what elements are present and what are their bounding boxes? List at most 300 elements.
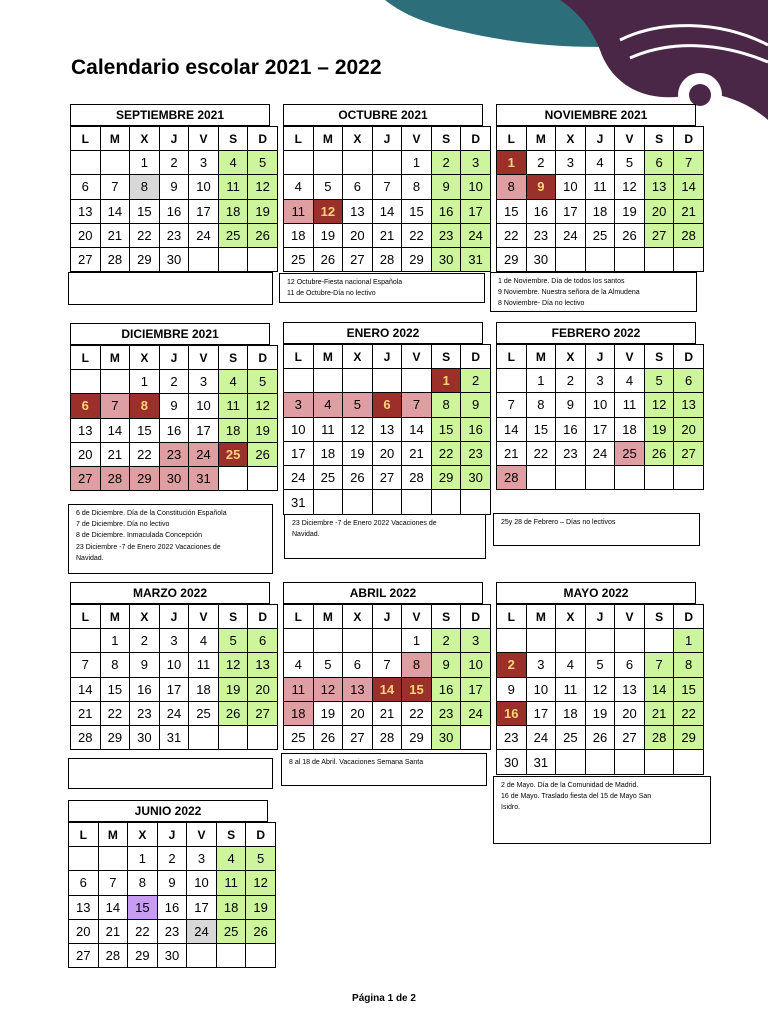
day-number: 6 xyxy=(81,179,89,195)
day-cell xyxy=(100,418,130,442)
day-cell xyxy=(615,677,645,701)
day-number: 16 xyxy=(468,421,483,437)
day-number: 20 xyxy=(78,228,93,244)
note-line: 8 de Diciembre. Inmaculada Concepción xyxy=(76,532,203,540)
day-cell xyxy=(461,223,491,247)
day-cell xyxy=(644,441,674,465)
day-cell xyxy=(189,394,219,418)
weekday-header: L xyxy=(71,127,101,151)
weekday-header: M xyxy=(100,605,130,629)
day-cell xyxy=(556,417,586,441)
day-number: 7 xyxy=(685,155,693,171)
day-number: 20 xyxy=(622,706,637,722)
day-cell xyxy=(585,199,615,223)
footer-of-label: de xyxy=(395,993,408,1004)
day-cell xyxy=(130,199,160,223)
day-number: 26 xyxy=(622,228,637,244)
day-cell xyxy=(497,653,527,677)
weekday-header: L xyxy=(284,605,314,629)
day-number: 24 xyxy=(196,447,211,463)
day-number: 3 xyxy=(472,155,480,171)
day-number: 9 xyxy=(140,657,149,673)
day-number: 3 xyxy=(197,851,206,867)
day-number: 13 xyxy=(78,203,93,219)
week-row xyxy=(71,442,278,466)
day-number: 10 xyxy=(194,875,209,891)
day-cell xyxy=(402,629,432,653)
week-row xyxy=(497,417,704,441)
day-cell xyxy=(343,417,373,441)
day-cell xyxy=(71,418,101,442)
day-number: 2 xyxy=(472,373,480,389)
day-number: 27 xyxy=(76,948,91,964)
day-cell xyxy=(526,726,556,750)
day-cell xyxy=(497,175,527,199)
day-cell xyxy=(674,466,704,490)
day-number: 30 xyxy=(137,730,152,746)
week-row xyxy=(69,871,276,895)
day-cell xyxy=(526,199,556,223)
footer-total-pages: 2 xyxy=(410,993,416,1004)
day-number: 17 xyxy=(196,422,211,438)
day-cell xyxy=(644,175,674,199)
weekday-header: V xyxy=(402,127,432,151)
day-cell xyxy=(313,223,343,247)
day-cell xyxy=(372,151,402,175)
day-cell xyxy=(585,417,615,441)
day-cell xyxy=(497,199,527,223)
weekday-header: S xyxy=(431,605,461,629)
day-cell xyxy=(615,248,645,272)
day-number: 10 xyxy=(468,179,483,195)
day-number: 9 xyxy=(537,179,545,195)
day-cell xyxy=(461,701,491,725)
day-number: 11 xyxy=(226,398,240,414)
notes-box-february xyxy=(493,513,700,546)
day-number: 1 xyxy=(685,633,693,649)
day-number: 31 xyxy=(196,471,211,487)
day-cell xyxy=(189,175,219,199)
day-cell xyxy=(130,394,160,418)
day-cell xyxy=(402,701,432,725)
day-number: 5 xyxy=(625,155,634,171)
weekday-header: X xyxy=(556,127,586,151)
month-title: OCTUBRE 2021 xyxy=(283,104,483,126)
weekday-header-row xyxy=(284,127,491,151)
day-cell xyxy=(98,944,128,968)
day-number: 8 xyxy=(507,179,515,195)
day-cell xyxy=(159,442,189,466)
day-number: 28 xyxy=(107,471,123,487)
day-cell xyxy=(159,223,189,247)
week-row xyxy=(497,701,704,725)
day-cell xyxy=(159,653,189,677)
day-cell xyxy=(431,223,461,247)
day-number: 3 xyxy=(170,633,178,649)
day-cell xyxy=(216,919,246,943)
day-cell xyxy=(431,466,461,490)
calendar-grid xyxy=(70,345,278,491)
day-number: 22 xyxy=(533,446,549,462)
day-cell xyxy=(585,151,615,175)
day-number: 13 xyxy=(622,681,637,697)
day-cell xyxy=(100,677,130,701)
day-number: 13 xyxy=(255,657,270,673)
day-cell xyxy=(585,369,615,393)
day-cell xyxy=(615,629,645,653)
day-number: 23 xyxy=(563,446,578,462)
day-number: 22 xyxy=(135,924,150,940)
day-cell xyxy=(130,629,160,653)
day-cell xyxy=(431,175,461,199)
weekday-header: D xyxy=(461,345,491,369)
day-number: 23 xyxy=(504,730,519,746)
day-cell xyxy=(497,369,527,393)
day-cell xyxy=(218,653,248,677)
day-number: 19 xyxy=(255,422,270,438)
day-number: 30 xyxy=(166,252,182,268)
day-number: 5 xyxy=(324,179,332,195)
day-cell xyxy=(159,199,189,223)
day-number: 18 xyxy=(622,421,637,437)
day-number: 21 xyxy=(409,446,424,462)
day-number: 12 xyxy=(255,398,270,414)
day-number: 4 xyxy=(229,374,237,390)
day-cell xyxy=(313,677,343,701)
week-row xyxy=(71,394,278,418)
day-number: 16 xyxy=(438,203,454,219)
day-number: 24 xyxy=(196,228,211,244)
day-cell xyxy=(402,393,432,417)
day-number: 12 xyxy=(350,421,365,437)
day-number: 23 xyxy=(166,228,182,244)
day-number: 5 xyxy=(353,397,362,413)
weekday-header: D xyxy=(248,605,278,629)
day-cell xyxy=(497,441,527,465)
day-number: 27 xyxy=(350,252,365,268)
day-cell xyxy=(556,223,586,247)
day-number: 3 xyxy=(294,397,302,413)
day-cell xyxy=(71,653,101,677)
day-cell xyxy=(585,701,615,725)
weekday-header: S xyxy=(218,127,248,151)
day-number: 13 xyxy=(350,203,365,219)
weekday-header: V xyxy=(189,127,219,151)
weekday-header: M xyxy=(98,823,128,847)
day-number: 18 xyxy=(320,446,336,462)
day-cell xyxy=(585,248,615,272)
week-row xyxy=(497,653,704,677)
day-cell xyxy=(313,417,343,441)
day-cell xyxy=(343,629,373,653)
day-number: 24 xyxy=(468,706,483,722)
day-cell xyxy=(130,653,160,677)
day-cell xyxy=(189,467,219,491)
day-number: 31 xyxy=(468,252,483,268)
day-cell xyxy=(497,677,527,701)
day-cell xyxy=(526,151,556,175)
day-cell xyxy=(248,370,278,394)
day-cell xyxy=(402,441,432,465)
day-number: 29 xyxy=(137,471,152,487)
day-number: 26 xyxy=(320,730,336,746)
weekday-header: D xyxy=(461,127,491,151)
day-cell xyxy=(248,726,278,750)
note-line: 2 de Mayo. Día de la Comunidad de Madrid. xyxy=(501,782,639,789)
day-cell xyxy=(585,175,615,199)
day-cell xyxy=(556,441,586,465)
day-number: 18 xyxy=(291,228,306,244)
day-number: 30 xyxy=(438,730,454,746)
day-number: 5 xyxy=(596,657,604,673)
day-number: 2 xyxy=(537,155,545,171)
day-number: 15 xyxy=(107,681,123,697)
day-cell xyxy=(402,369,432,393)
day-number: 6 xyxy=(259,633,267,649)
week-row xyxy=(497,726,704,750)
week-row xyxy=(497,175,704,199)
day-cell xyxy=(402,151,432,175)
day-cell xyxy=(526,441,556,465)
weekday-header: S xyxy=(431,127,461,151)
weekday-header: S xyxy=(218,605,248,629)
day-cell xyxy=(128,871,158,895)
day-cell xyxy=(187,895,217,919)
weekday-header: X xyxy=(556,345,586,369)
day-cell xyxy=(187,944,217,968)
day-cell xyxy=(313,726,343,750)
day-cell xyxy=(644,750,674,774)
day-number: 29 xyxy=(409,730,424,746)
day-cell xyxy=(159,726,189,750)
day-cell xyxy=(402,466,432,490)
day-cell xyxy=(189,701,219,725)
day-cell xyxy=(461,466,491,490)
day-cell xyxy=(248,199,278,223)
day-cell xyxy=(526,223,556,247)
day-cell xyxy=(100,442,130,466)
day-number: 23 xyxy=(137,706,152,722)
day-number: 17 xyxy=(194,899,209,915)
day-cell xyxy=(644,199,674,223)
weekday-header: V xyxy=(189,605,219,629)
day-cell xyxy=(556,393,586,417)
day-number: 11 xyxy=(321,421,335,437)
day-cell xyxy=(130,370,160,394)
weekday-header: J xyxy=(159,605,189,629)
day-number: 1 xyxy=(138,851,147,867)
weekday-header: D xyxy=(674,345,704,369)
day-number: 27 xyxy=(78,471,93,487)
day-cell xyxy=(218,223,248,247)
day-cell xyxy=(284,151,314,175)
day-number: 18 xyxy=(225,203,241,219)
day-cell xyxy=(71,394,101,418)
day-cell xyxy=(159,394,189,418)
month-september-2021 xyxy=(70,104,270,272)
day-number: 9 xyxy=(170,179,178,195)
day-cell xyxy=(402,677,432,701)
day-number: 2 xyxy=(170,374,178,390)
day-cell xyxy=(189,653,219,677)
month-title: ENERO 2022 xyxy=(283,322,483,344)
day-cell xyxy=(526,629,556,653)
day-cell xyxy=(187,919,217,943)
day-number: 10 xyxy=(196,179,211,195)
day-cell xyxy=(248,151,278,175)
day-number: 20 xyxy=(76,924,91,940)
week-row xyxy=(284,223,491,247)
day-cell xyxy=(402,248,432,272)
day-cell xyxy=(100,223,130,247)
day-cell xyxy=(284,466,314,490)
day-number: 16 xyxy=(438,681,454,697)
weekday-header: J xyxy=(585,127,615,151)
week-row xyxy=(497,223,704,247)
day-number: 16 xyxy=(166,422,182,438)
day-number: 5 xyxy=(257,851,265,867)
weekday-header: L xyxy=(284,127,314,151)
day-cell xyxy=(313,466,343,490)
day-cell xyxy=(644,417,674,441)
day-cell xyxy=(674,248,704,272)
day-cell xyxy=(159,175,189,199)
day-number: 3 xyxy=(472,633,480,649)
day-cell xyxy=(100,370,130,394)
day-cell xyxy=(431,677,461,701)
day-number: 10 xyxy=(468,657,483,673)
weekday-header: X xyxy=(343,345,373,369)
day-number: 28 xyxy=(651,730,667,746)
day-cell xyxy=(615,369,645,393)
day-number: 21 xyxy=(107,228,123,244)
day-cell xyxy=(100,394,130,418)
day-cell xyxy=(130,442,160,466)
day-cell xyxy=(615,151,645,175)
day-cell xyxy=(248,248,278,272)
day-cell xyxy=(372,677,402,701)
day-number: 9 xyxy=(170,398,178,414)
day-number: 5 xyxy=(259,155,267,171)
week-row xyxy=(284,677,491,701)
day-number: 21 xyxy=(107,447,123,463)
day-cell xyxy=(248,394,278,418)
day-cell xyxy=(100,175,130,199)
day-cell xyxy=(218,151,248,175)
day-cell xyxy=(216,871,246,895)
day-number: 12 xyxy=(320,681,336,697)
day-number: 16 xyxy=(137,681,152,697)
day-cell xyxy=(556,199,586,223)
day-cell xyxy=(615,175,645,199)
day-number: 19 xyxy=(350,446,365,462)
day-number: 15 xyxy=(135,899,150,915)
day-cell xyxy=(313,175,343,199)
weekday-header: D xyxy=(674,127,704,151)
day-cell xyxy=(585,653,615,677)
day-number: 11 xyxy=(291,203,306,219)
day-number: 29 xyxy=(137,252,152,268)
month-title: SEPTIEMBRE 2021 xyxy=(70,104,270,126)
day-number: 15 xyxy=(438,421,454,437)
month-february-2022 xyxy=(496,322,696,490)
day-cell xyxy=(218,726,248,750)
day-cell xyxy=(674,701,704,725)
day-cell xyxy=(497,726,527,750)
day-number: 5 xyxy=(655,373,663,389)
week-row xyxy=(71,677,278,701)
day-cell xyxy=(461,199,491,223)
day-cell xyxy=(556,175,586,199)
day-cell xyxy=(644,369,674,393)
day-number: 28 xyxy=(379,252,395,268)
day-cell xyxy=(313,199,343,223)
day-number: 14 xyxy=(409,421,424,437)
week-row xyxy=(69,944,276,968)
day-cell xyxy=(284,417,314,441)
week-row xyxy=(497,393,704,417)
day-number: 7 xyxy=(81,657,89,673)
day-number: 17 xyxy=(468,681,483,697)
day-number: 17 xyxy=(563,203,578,219)
note-line: 6 de Diciembre. Día de la Constitución Española xyxy=(76,510,227,517)
day-number: 30 xyxy=(164,948,180,964)
day-cell xyxy=(343,726,373,750)
day-number: 13 xyxy=(379,421,395,437)
month-title: MAYO 2022 xyxy=(496,582,696,604)
week-row xyxy=(497,677,704,701)
day-cell xyxy=(100,701,130,725)
day-number: 24 xyxy=(468,228,483,244)
day-number: 2 xyxy=(140,633,149,649)
day-number: 5 xyxy=(259,374,267,390)
day-number: 21 xyxy=(681,203,696,219)
weekday-header: X xyxy=(130,605,160,629)
day-cell xyxy=(461,441,491,465)
day-cell xyxy=(461,653,491,677)
day-number: 6 xyxy=(353,657,362,673)
day-cell xyxy=(284,223,314,247)
day-cell xyxy=(130,701,160,725)
day-cell xyxy=(130,175,160,199)
day-cell xyxy=(343,466,373,490)
weekday-header: D xyxy=(674,605,704,629)
week-row xyxy=(284,441,491,465)
day-cell xyxy=(372,653,402,677)
day-cell xyxy=(615,750,645,774)
day-cell xyxy=(585,223,615,247)
note-line: 8 al 18 de Abril. Vacaciones Semana Santa xyxy=(289,759,424,766)
day-number: 22 xyxy=(681,706,696,722)
day-number: 24 xyxy=(563,228,578,244)
day-number: 30 xyxy=(438,252,454,268)
note-line: 8 Noviembre- Día no lectivo xyxy=(498,300,585,308)
day-number: 20 xyxy=(379,446,395,462)
day-cell xyxy=(431,653,461,677)
day-cell xyxy=(674,726,704,750)
day-cell xyxy=(585,629,615,653)
day-cell xyxy=(246,895,276,919)
day-cell xyxy=(343,653,373,677)
day-cell xyxy=(284,701,314,725)
day-cell xyxy=(615,726,645,750)
calendar-grid xyxy=(283,604,491,750)
month-may-2022 xyxy=(496,582,696,775)
weekday-header: M xyxy=(526,345,556,369)
day-cell xyxy=(71,175,101,199)
day-number: 23 xyxy=(166,447,182,463)
week-row xyxy=(284,248,491,272)
